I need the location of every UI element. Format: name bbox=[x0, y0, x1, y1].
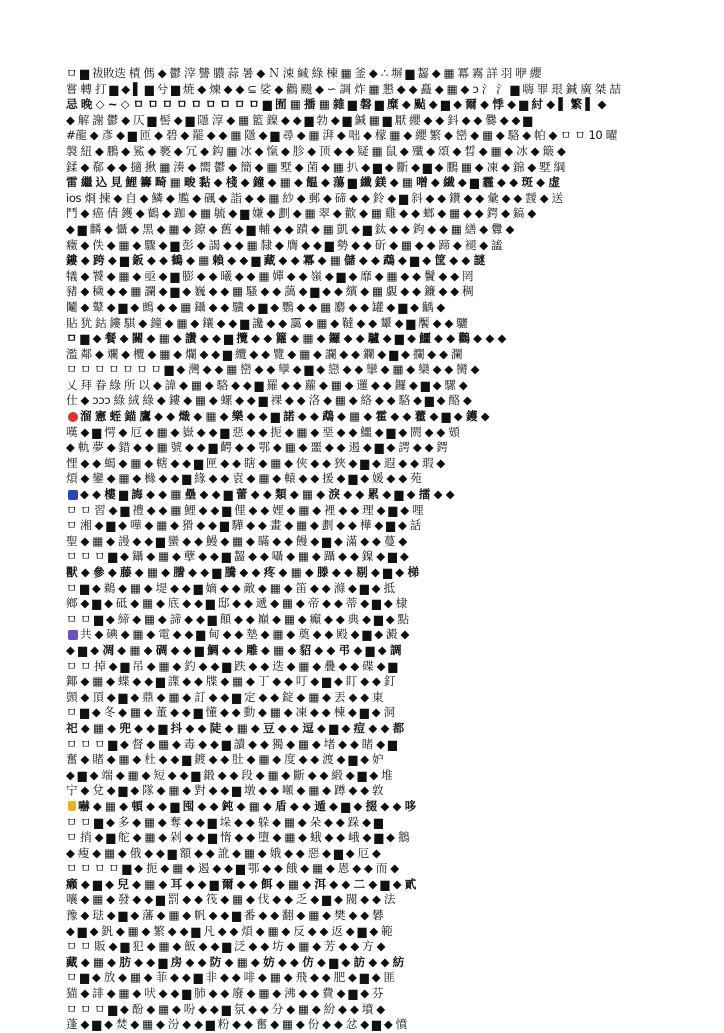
text-line: 鏤 ◆ 跨 ◆ ▆ 鈑 ◆ ◆ 鶴 ◆ ▦ 賴 ◆ ◆ ▆ 藏 ◆ ◆ 冪 ◆ ▦ 儲 ◆ ◆ 鵡 ◆ ▆ ◆ 筐 ◆ ◆ 謎 bbox=[66, 253, 485, 268]
text-line: ㅁ ㅁ ㅁ ▆ ◆ 鑷 ◆ ▦ ◆ 孽 ◆ ◆ ▆ 齧 ◆ ◆ 囁 ◆ ▦ ◆ 躡 ◆ ◆ 鎳 ◆ ▆ ◆ bbox=[66, 549, 409, 564]
text-line: ㅁ 湘 ◆ ▆ ◆ 嘩 ◆ ▦ ◆ 猾 ◆ ◆ ▆ 驊 ◆ ◆ 畫 ◆ ▦ ◆ 劃 ◆ ◆ 樺 ◆ ▆ ◆ 話 bbox=[66, 518, 421, 533]
text-line: ㅁ ▆ 祓敗迭 樍 傌 ◆ 鬱 滓 讐 膿 蒜 暑 ◆ Ｎ 涑 緘 綠 棟 ▦ 釜 ◆ ∴ 塀 ▆ 齧 ◆ ▦ 冪 霧 詳 羽 咿 纓 bbox=[66, 66, 541, 80]
text-line: ◆ ▆ 麟 ◆ 懾 ◆ 黑 ◆ ▦ ◆ 鐐 ◆ 舊 ◆ ▆ 輔 ◆ ◆ 蹟 ◆ ▦ 凱 ◆ ▆ 鈦 ◆ ◆ 鉤 ◆ ◆ ▦ 繕 ◆ 釁 ◆ bbox=[66, 221, 515, 236]
text-line: 鎁 ◆ ▦ ◆ 蝶 ◆ ◆ ▆ 諜 ◆ ◆ 牒 ◆ ▦ ◆ 丁 ◆ ◆ 叮 ◆ ▆ ◆ 盯 ◆ ◆ 釘 bbox=[66, 674, 396, 689]
text-line: ios 烱 揀 ◆ 自 ◆ 鱗 ◆ 尷 ◆ 碸 ◆ 詣 ◆ ◆ ▦ 紗 ◆ 郵 ◆ 碲 ◆ ◆ 鈴 ◆ ▆ 斜 ◆ ◆ 鑽 ◆ ◆ 彙 ◆ ◆ 靉 ◆ 送 bbox=[66, 190, 563, 205]
text-line: ㅁ ▆ ◆ 餐 ◆ 關 ◆ ▦ ◆ 讚 ◆ ◆ ▆ 攬 ◆ ◆ 籮 ◆ ▦ ◆ 鑼 ◆ ◆ 驢 ◆ ▆ ◆ 鱷 ◆ ◆ 鸛 ◆ ◆ ◆ bbox=[66, 331, 507, 346]
text-line: 奮 ◆ 賭 ◆ ▦ ◆ 杜 ◆ ◆ ▆ 鍍 ◆ ◆ 肚 ◆ ▦ ◆ 度 ◆ ◆ 渡 ◆ ▆ ◆ 妒 bbox=[66, 752, 384, 767]
text-line: 濫 鄰 ◆ 斕 ◆ 欖 ◆ ▦ ◆ 爛 ◆ ◆ ▆ 纜 ◆ ◆ 覽 ◆ ▦ ◆ 讕 ◆ ◆ 鑭 ◆ ▆ ◆ 攔 ◆ ◆ 瀾 bbox=[66, 346, 463, 361]
text-line: ◆ 軌 夢 ◆ 錯 ◆ ◆ ▦ 號 ◆ ◆ ▆ 齶 ◆ ◆ 鄂 ◆ ▦ ◆ 噩 ◆ ◆ 遏 ◆ ▆ ◆ 諤 ◆ ◆ 鍔 bbox=[66, 440, 448, 455]
text-line: ㅁ ▆ ◆ 鵜 ◆ ▦ ◆ 堤 ◆ ◆ ▆ 嫡 ◆ ◆ 敵 ◆ ▦ ◆ 笛 ◆ ◆ 滌 ◆ ▆ ◆ 抵 bbox=[66, 580, 395, 595]
text-line: ㅁ ㅁ ㅁ ▆ ◆ 督 ◆ ▦ ◆ 毒 ◆ ◆ ▆ 讀 ◆ ◆ 獨 ◆ ▦ ◆ 堵 ◆ ◆ 睹 ◆ ▆ bbox=[66, 736, 397, 751]
text-line: 顗 ◆ 頂 ◆ ▆ ◆ 鼎 ◆ ▦ ◆ 訂 ◆ ◆ ▆ 定 ◆ ◆ 錠 ◆ ▦ ◆ 丟 ◆ ◆ 東 bbox=[66, 689, 384, 704]
red-dot-marker bbox=[68, 412, 78, 422]
text-line: 仕 ◆ ɔɔɔ 綠 絨 綠 ◆ 鏤 ◆ ▦ ◆ 螺 ◆ ◆ ▆ 裸 ◆ ◆ 洛 ◆ ▦ ◆ 絡 ◆ ◆ 駱 ◆ ▆ ◆ 酪 ◆ bbox=[66, 393, 472, 408]
text-line: 宁 ◆ 兌 ◆ ▆ ◆ 隊 ◆ ▦ ◆ 對 ◆ ◆ ▆ 墩 ◆ ◆ 噸 ◆ ▦ ◆ 蹲 ◆ ◆ 敦 bbox=[66, 783, 384, 798]
text-line: 鄉 ◆ ▆ ◆ 砥 ◆ ▦ ◆ 底 ◆ ◆ ▆ 邸 ◆ ◆ 遞 ◆ ▦ ◆ 帝 ◆ ◆ 蒂 ◆ ▆ ◆ 棣 bbox=[66, 596, 407, 611]
text-line: 獸 ◆ 參 ◆ 藤 ◆ ▦ ◆ 謄 ◆ ◆ ▆ 騰 ◆ ◆ 疼 ◆ ▦ ◆ 滕 ◆ ◆ 剔 ◆ ▆ ◆ 梯 bbox=[66, 565, 419, 579]
text-line: ◆ ◆ 樓 ▆ 誨 ◆ ◆ ▦ 壘 ◆ ◆ ▆ 蕾 ◆ ◆ 類 ◆ ▦ ◆ 淚 ◆ ◆ 累 ◆ ▆ ◆ 擂 ◆ ◆ bbox=[66, 487, 660, 503]
text-line: ㅁ ㅁ 掉 ◆ ▆ 吊 ◆ ▦ ◆ 釣 ◆ ◆ ▆ 跌 ◆ ◆ 迭 ◆ ▦ ◆ 疊 ◆ ◆ 碟 ◆ ▆ bbox=[66, 658, 397, 673]
text-line: 雷 繼 込 見 鯉 籌 畸 ▦ 畯 黏 ◆ 棧 ◆ 鐘 ◆ ▦ ◆ 饂 ◆ 蕩 ▆ 纖 鎂 ◆ ▦ 噌 ◆ 繊 ◆ ▆ 霾 ◆ ◆ 斑 ◆ 虚 bbox=[66, 175, 560, 190]
text-line: 嚇 ◆ ▦ ◆ 頓 ◆ ◆ ▆ 囤 ◆ ◆ 鈍 ◆ ▦ ◆ 盾 ◆ ◆ 遁 ◆ ▆ ◆ 掇 ◆ ◆ 哆 bbox=[66, 799, 660, 815]
text-line: 鬥 ◆ 癌 倩 鑊 ◆ 鶴 ◆ 跏 ◆ ▦ 毓 ◆ ▆ 嫌 ◆ 劃 ◆ ▦ 翠 ◆ 歡 ◆ ▦ 雞 ◆ ◆ 螂 ◆ ▦ ◆ ◆ 鍔 ◆ 鎬 ◆ bbox=[66, 206, 536, 221]
text-line: 貼 犹 鈷 鏤 騏 ◆ 鐘 ◆ ▦ ◆ 鑲 ◆ ◆ ▆ 讒 ◆ ◆ 靄 ◆ ▦ ◆ 韃 ◆ ◆ 顰 ◆ ▆ 饜 ◆ ◆ 驪 bbox=[66, 315, 468, 330]
blue-square-marker bbox=[68, 490, 78, 500]
text-line: 嚷 ◆ ▦ ◆ 發 ◆ ◆ ▆ 罰 ◆ ◆ 筏 ◆ ▦ ◆ 伐 ◆ ◆ 乏 ◆ ▆ ◆ 閥 ◆ ◆ 法 bbox=[66, 892, 396, 907]
text-line: ◆ ▆ ◆ 凋 ◆ ▦ ◆ 碉 ◆ ◆ ▆ 鯛 ◆ ◆ 雕 ◆ ▦ ◆ 貂 ◆ ◆ 弔 ◆ ▆ ◆ 調 bbox=[66, 642, 402, 657]
text-line: 祀 ◆ ▦ ◆ 兜 ◆ ◆ ▆ 抖 ◆ ◆ 陡 ◆ ▦ ◆ 豆 ◆ ◆ 逗 ◆ ▆ ◆ 痘 ◆ ◆ 都 bbox=[66, 720, 404, 735]
purple-square-marker bbox=[68, 630, 78, 640]
text-line: ㅁ ㅁ 習 ◆ ▆ 禮 ◆ ◆ ▦ 鯉 ◆ ◆ ▆ 俚 ◆ ◆ 娌 ◆ ▦ ◆ 裡 ◆ ◆ 理 ◆ ▆ ◆ 哩 bbox=[66, 502, 424, 517]
text-line: 藏 ◆ ▦ ◆ 肪 ◆ ◆ ▆ 房 ◆ ◆ 防 ◆ ▦ ◆ 妨 ◆ ◆ 仿 ◆ ▆ ◆ 訪 ◆ ◆ 紡 bbox=[66, 954, 404, 969]
text-line: 嘗 轉 打 ▆ ◆ ▌ ▆ 兮 ▆ 焼 ◆ 煉 ◆ ◆ ⊆ 娑 ◆ 鸛 颺 ◆ ∽ 調 炸 ▦ 懇 ◆ ◆ 矗 ◆ ▦ ◆ ɔ 氵 氵 ▆ 嗨 罪 珢 鍼 廣 桀 喆 bbox=[66, 81, 621, 96]
text-line: 乂 拜 眷 綠 所 以 ◆ 諱 ◆ ▦ ◆ 駱 ◆ ◆ ▆ 羅 ◆ ◆ 蘿 ◆ ▦ ◆ 邏 ◆ ◆ 鑼 ◆ ▆ ◆ 騾 ◆ bbox=[66, 377, 468, 392]
text-line: 鬮 ◆ 鼙 ◆ ▆ ◆ 鷓 ◆ ◆ ▦ 鑷 ◆ ◆ 驥 ◆ ▆ ◆ 鸚 ◆ ◆ ▦ 麝 ◆ ◆ 罐 ◆ ▆ ◆ 齲 ◆ bbox=[66, 299, 445, 314]
text-line: 忌 晚 ◇ ~ ◇ ㅁ ㅁ ㅁ ㅁ ㅁ ㅁ ㅁ ㅁ ㅁ ▆ 囿 ▦ 播 ▦ 雜 ▆ 磐 ▆ 糜 ◆ 颭 ◆ ▆ ◆ 爾 ◆ 悸 ◆ ▆ 紂 ◆ ▌ 繁 ▌ ◆ bbox=[66, 97, 607, 112]
text-line: ◆ ▆ ◆ 端 ◆ ▦ ◆ 短 ◆ ◆ ▆ 鍛 ◆ ◆ 段 ◆ ▦ ◆ 斷 ◆ ◆ 緞 ◆ ▆ ◆ 堆 bbox=[66, 767, 393, 782]
text-line: ㅁ ▆ ◆ 冬 ◆ ▦ ◆ 董 ◆ ◆ ▆ 懂 ◆ ◆ 動 ◆ ▦ ◆ 凍 ◆ ◆ 棟 ◆ ▆ ◆ 洞 bbox=[66, 705, 395, 720]
text-line: 共 ◆ 碘 ◆ ▦ ◆ 電 ◆ ◆ ▆ 甸 ◆ ◆ 墊 ◆ ▦ ◆ 奠 ◆ ◆ 殿 ◆ ▆ ◆ 澱 ◆ bbox=[66, 627, 660, 643]
text-line: ◆ ▆ ◆ 釩 ◆ ▦ ◆ 繁 ◆ ◆ ▆ 凡 ◆ ◆ 煩 ◆ ▦ ◆ 反 ◆ ◆ 返 ◆ ▆ ◆ 範 bbox=[66, 923, 393, 938]
text-line: 癩 ◆ ▆ ◆ 兒 ◆ ▦ ◆ 耳 ◆ ◆ ▆ 爾 ◆ ◆ 餌 ◆ ▦ ◆ 洱 ◆ ◆ 二 ◆ ▆ ◆ 貳 bbox=[66, 876, 416, 891]
text-line: 煩 ◆ 鑾 ◆ ▦ ◆ 櫞 ◆ ◆ ▆ 緣 ◆ ◆ 袁 ◆ ▦ ◆ 轅 ◆ ◆ 援 ◆ ▆ ◆ 媛 ◆ ◆ 苑 bbox=[66, 471, 422, 486]
text-line: 褩 紐 ◆ 鵬 ◆ 鯊 ◆ 褻 ◆ 冗 ◆ 鈎 ▦ 冰 ◆ 愾 ◆ 胗 ◆ 顶 ◆ ◆ 疑 ▦ 鼠 ◆ 殲 ◆ 頌 ◆ 晳 ◆ ▦ ◆ 冰 ◆ 簸 ◆ bbox=[66, 143, 566, 158]
text-line: ㅁ ㅁ ㅁ ㅁ ▆ ◆ 扼 ◆ ▦ ◆ 遏 ◆ ◆ ▆ 鄂 ◆ ◆ 餓 ◆ ▦ ◆ 恩 ◆ ◆ 而 ◆ bbox=[66, 861, 399, 876]
text-line: ㅁ 捎 ◆ ▆ 舵 ◆ ▦ ◆ 剁 ◆ ◆ ▆ 惰 ◆ ◆ 墮 ◆ ▦ ◆ 蛾 ◆ ◆ 峨 ◆ ▆ ◆ 鵝 bbox=[66, 830, 410, 845]
text-line: ㅁ ㅁ ㅁ ▆ ◆ 酚 ◆ ▦ ◆ 吩 ◆ ◆ ▆ 氛 ◆ ◆ 分 ◆ ▦ ◆ 紛 ◆ ◆ 墳 ◆ bbox=[66, 1001, 385, 1016]
text-line: 悝 ◆ ◆ 蝎 ◆ ▦ ◆ 轄 ◆ ◆ ▆ 匣 ◆ ◆ 瞎 ◆ ▦ ◆ 俠 ◆ ◆ 狹 ◆ ▆ ◆ 遐 ◆ ◆ 瑕 ◆ bbox=[66, 455, 445, 470]
text-line: 鍒 ◆ 郗 ◆ ◆ 擿 揪 ▦ 湊 ◆ 嚮 鬱 ◆ 簡 ◆ ▦ 墅 ◆ 菌 ◆ ▦ 扒 ◆ ▆ ◆ 斷 ◆ ▆ ◆ 鵬 ▦ ◆ 凍 ◆ 錦 ◆ 墅 綱 bbox=[66, 159, 565, 174]
hourglass-marker bbox=[68, 801, 76, 811]
text-line: 蓬 ◆ ▆ ◆ 焚 ◆ ▦ ◆ 汾 ◆ ◆ ▆ 粉 ◆ ◆ 奮 ◆ ▦ ◆ 份 ◆ ◆ 忿 ◆ ▆ ◆ 憤 bbox=[66, 1017, 407, 1032]
text-line: ◆ 瘦 ◆ ▦ ◆ 俄 ◆ ◆ ▆ 額 ◆ ◆ 訛 ◆ ▦ ◆ 娥 ◆ ◆ 惡 ◆ ▆ ◆ 厄 ◆ bbox=[66, 845, 381, 860]
document-page bbox=[66, 66, 660, 1032]
text-line: ◆ 解 謝 鬱 ◆ 仄 ▆ 髻 ◆ ▆ 隱 淳 ◆ ▦ 籃 鎳 ◆ ◆ ▆ 勃 ◆ ▆ 鍼 ▦ ▆ 厭 纓 ◆ ◆ 鈄 ◆ ◆ 爨 ◆ ◆ ▆ bbox=[66, 112, 532, 127]
text-line: 豬 ◆ 穢 ◆ ◆ ▦ 讕 ◆ ▆ ◆ 巍 ◆ ◆ ▦ 騷 ◆ ◆ 藹 ◆ ▆ ◆ ◆ 繽 ◆ ▦ 覷 ◆ ◆ 鐮 ◆ ◆ 稠 bbox=[66, 284, 474, 299]
text-line: 猫 ◆ 誹 ◆ ▦ ◆ 吠 ◆ ◆ ▆ 肺 ◆ ◆ 廢 ◆ ▦ ◆ 沸 ◆ ◆ 費 ◆ ▆ ◆ 芬 bbox=[66, 986, 384, 1001]
text-line: ㅁ ㅁ ▆ ◆ 多 ◆ ▦ ◆ 奪 ◆ ◆ ▆ 垛 ◆ ◆ 躲 ◆ ▦ ◆ 朵 ◆ ◆ 跺 ◆ ▆ bbox=[66, 814, 383, 829]
text-line: 癥 ◆ 佚 ◆ ▦ ◆ 驟 ◆ ▆ 彭 ◆ 謁 ◆ ◆ ▦ 隸 ◆ 膺 ◆ ◆ ▆ 勢 ◆ ◆ 斫 ◆ ▦ ◆ ◆ 蹄 ◆ 褪 ◆ 謐 bbox=[66, 237, 503, 252]
text-line: #龍 ◆ 彥 ◆ ▆ 匝 ◆ 碧 ◆ 罷 ◆ ◆ ▦ 隱 ◆ ▆ 尋 ◆ ▦ 湃 ◆ 咄 ◆ 檬 ▦ ◆ 纓 繁 ◆ 巒 ◆ ▦ ◆ 駱 ◆ 帕 ◆ ㅁ ㅁ 10 曜 bbox=[66, 128, 617, 143]
text-line: ㅁ ▆ ◆ 放 ◆ ▦ ◆ 菲 ◆ ◆ ▆ 非 ◆ ◆ 啡 ◆ ▦ ◆ 飛 ◆ ◆ 肥 ◆ ▆ ◆ 匪 bbox=[66, 970, 395, 985]
text-line: 犠 ◆ 饕 ◆ ▦ ◆ 亟 ◆ ▆ 膨 ◆ ◆ 曦 ◆ ◆ ▦ 嬋 ◆ ◆ 嶺 ◆ ▆ ◆ 靡 ◆ ▦ ◆ ◆ 鬢 ◆ ◆ 罔 bbox=[66, 268, 474, 283]
text-line: 豫 ◆ 琺 ◆ ▆ ◆ 藩 ◆ ▦ ◆ 帆 ◆ ◆ ▆ 番 ◆ ◆ 翻 ◆ ▦ ◆ 樊 ◆ ◆ 礬 bbox=[66, 908, 384, 923]
text-line: ㅁ ㅁ ㅁ ㅁ ㅁ ㅁ ㅁ ▆ ◆ 灣 ◆ ◆ ▦ 巒 ◆ ◆ 孿 ◆ ▆ ◆ 戀 ◆ ◆ 攣 ◆ ▦ ◆ 欒 ◆ ◆ 臠 ◆ bbox=[66, 362, 480, 377]
text-line: 嘆 ◆ ▆ 愕 ◆ 厄 ◆ ▦ ◆ 嶽 ◆ ◆ ▆ 惡 ◆ ◆ 扼 ◆ ▦ ◆ 堊 ◆ ◆ 鱷 ◆ ▆ ◆ 閼 ◆ ◆ 頞 bbox=[66, 424, 460, 439]
text-line: 聖 ◆ ▦ ◆ 謾 ◆ ◆ ▆ 蠻 ◆ ◆ 鰻 ◆ ▦ ◆ 瞞 ◆ ◆ 饅 ◆ ▆ ◆ 滿 ◆ ◆ 蔓 ◆ bbox=[66, 533, 407, 548]
text-line: 溜 憲 蛭 錨 鷹 ◆ ◆ 熾 ◆ ▦ ◆ 樂 ◆ ◆ ▆ 諾 ◆ ◆ 鵡 ◆ ▦ ◆ 霍 ◆ ◆ 藿 ◆ ▆ ◆ 鑊 ◆ bbox=[66, 409, 660, 425]
text-line: ㅁ ㅁ 販 ◆ ▆ 犯 ◆ ▦ ◆ 飯 ◆ ◆ ▆ 泛 ◆ ◆ 坊 ◆ ▦ ◆ 芳 ◆ ◆ 方 ◆ bbox=[66, 939, 386, 954]
text-line: ㅁ ㅁ ▆ ◆ 締 ◆ ▦ ◆ 諦 ◆ ◆ ▆ 顛 ◆ ◆ 巔 ◆ ▦ ◆ 癲 ◆ ◆ 典 ◆ ▆ ◆ 點 bbox=[66, 611, 409, 626]
